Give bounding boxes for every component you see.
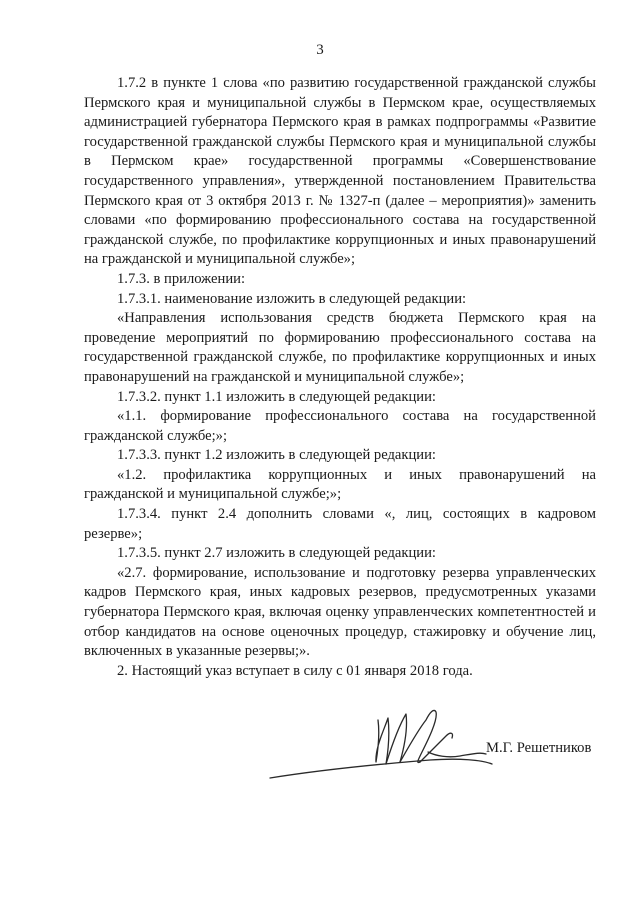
paragraph: «2.7. формирование, использование и подготовку резерва управленческих кадров Пермского края, иных кадровых резервов, предусмотренных указами губернатора Пермского края, включая оценку управленческих компетентностей и отбор кандидатов на основе оценочных процедур, стажировку и обучение лиц, включенных в указанные резервы;».: [84, 564, 596, 660]
paragraph: «Направления использования средств бюджета Пермского края на проведение мероприятий по формированию профессионального состава на государственной гражданской службе, по профилактике коррупционных и иных правонарушений на гражданской и муниципальной службе»;: [84, 310, 596, 385]
document-body: [84, 74, 596, 681]
paragraph: 1.7.3.5. пункт 2.7 изложить в следующей редакции:: [117, 545, 436, 562]
paragraph: 1.7.3. в приложении:: [117, 270, 246, 287]
paragraph: 2. Настоящий указ вступает в силу с 01 января 2018 года.: [117, 662, 473, 679]
paragraph: «1.1. формирование профессионального состава на государственной гражданской службе;»;: [84, 408, 596, 444]
paragraph: 1.7.3.3. пункт 1.2 изложить в следующей редакции:: [117, 447, 436, 464]
paragraph: «1.2. профилактика коррупционных и иных правонарушений на гражданской и муниципальной службе;»;: [84, 466, 596, 503]
paragraph: 1.7.3.4. пункт 2.4 дополнить словами «, лиц, состоящих в кадровом резерве»;: [84, 506, 596, 542]
paragraph: 1.7.2 в пункте 1 слова «по развитию государственной гражданской службы Пермского края и муниципальной службы в Пермском крае, осуществляемых администрацией губернатора Пермского края в рамках подпрограммы «Развитие государственной гражданской службы Пермского края и муниципальной службы в Пермском крае» государственной программы «Совершенствование государственного управления», утвержденной постановлением Правительства Пермского края от 3 октября 2013 г. № 1327-п (далее – мероприятия)» заменить словами «по формированию профессионального состава на государственной гражданской службе, по профилактике коррупционных и иных правонарушений на гражданской и муниципальной службе»;: [84, 75, 596, 268]
signer-name: М.Г. Решетников: [486, 740, 592, 756]
handwritten-signature: [260, 690, 520, 790]
page-number: 3: [316, 42, 324, 58]
paragraph: 1.7.3.1. наименование изложить в следующей редакции:: [117, 290, 467, 307]
paragraph: 1.7.3.2. пункт 1.1 изложить в следующей редакции:: [117, 388, 436, 405]
